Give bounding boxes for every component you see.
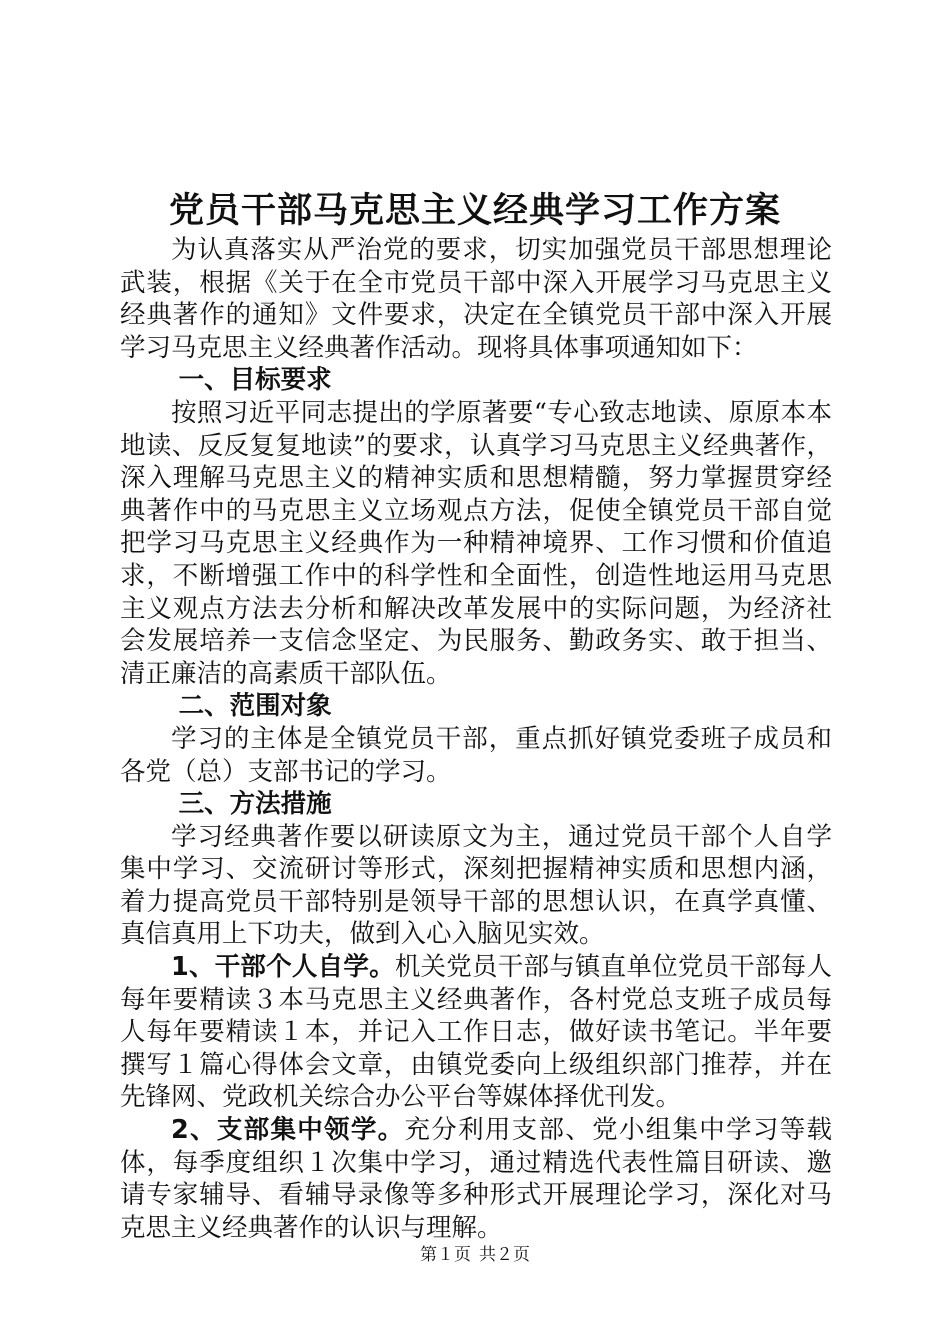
method-item-lead: 2、支部集中领学。 xyxy=(171,1115,405,1146)
methods-paragraph: 学习经典著作要以研读原文为主，通过党员干部个人自学集中学习、交流研讨等形式，深刻把握精神实质和思想内涵，着力提高党员干部特别是领导干部的思想认识，在真学真懂、真信真用上下功夫，做到入心入脑见实效。 xyxy=(120,821,832,950)
document-body xyxy=(120,234,832,1244)
section-heading-methods: 三、方法措施 xyxy=(178,789,332,820)
section-heading-scope: 二、范围对象 xyxy=(178,691,332,722)
intro-paragraph: 为认真落实从严治党的要求，切实加强党员干部思想理论武装，根据《关于在全市党员干部中深入开展学习马克思主义经典著作的通知》文件要求，决定在全镇党员干部中深入开展学习马克思主义经典著作活动。现将具体事项通知如下： xyxy=(120,235,832,363)
method-item-text: 机关党员干部与镇直单位党员干部每人每年要精读３本马克思主义经典著作，各村党总支班子成员每人每年要精读１本，并记入工作日志，做好读书笔记。半年要撰写１篇心得体会文章，由镇党委向上级组织部门推荐，并在先锋网、党政机关综合办公平台等媒体择优刊发。 xyxy=(120,952,832,1113)
method-item-text: 充分利用支部、党小组集中学习等载体，每季度组织１次集中学习，通过精选代表性篇目研读、邀请专家辅导、看辅导录像等多种形式开展理论学习，深化对马克思主义经典著作的认识与理解。 xyxy=(120,1115,832,1243)
method-item-self-study xyxy=(120,951,832,1114)
method-item-branch-study xyxy=(120,1114,832,1244)
page-total: 共２页 xyxy=(479,1245,530,1265)
page-footer xyxy=(0,1244,950,1266)
page-number: 第１页 xyxy=(420,1245,471,1265)
method-item-lead: 1、干部个人自学。 xyxy=(171,952,395,983)
goals-paragraph: 按照习近平同志提出的学原著要“专心致志地读、原原本本地读、反反复复地读”的要求，认真学习马克思主义经典著作，深入理解马克思主义的精神实质和思想精髓，努力掌握贯穿经典著作中的马克思主义立场观点方法，促使全镇党员干部自觉把学习马克思主义经典作为一种精神境界、工作习惯和价值追求，不断增强工作中的科学性和全面性，创造性地运用马克思主义观点方法去分析和解决改革发展中的实际问题，为经济社会发展培养一支信念坚定、为民服务、勤政务实、敢于担当、清正廉洁的高素质干部队伍。 xyxy=(120,397,832,689)
section-heading-goals: 一、目标要求 xyxy=(178,365,332,396)
document-title: 党员干部马克思主义经典学习工作方案 xyxy=(168,191,781,231)
scope-paragraph: 学习的主体是全镇党员干部，重点抓好镇党委班子成员和各党（总）支部书记的学习。 xyxy=(120,723,832,787)
